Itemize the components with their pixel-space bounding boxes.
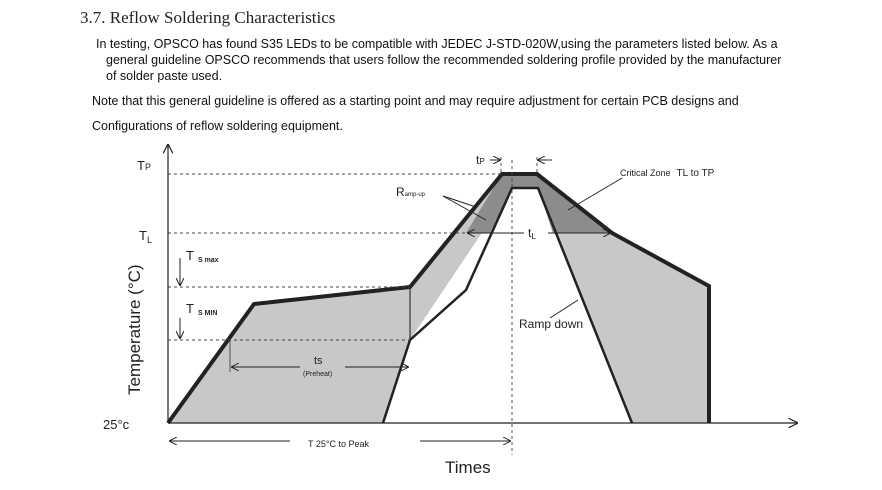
intro-line-1: In testing, OPSCO has found S35 LEDs to be compatible with JEDEC J-STD-020W,using the parameters listed below. As a	[96, 37, 778, 51]
t25-to-peak-label: T 25°C to Peak	[308, 439, 369, 449]
ts-min-label: T S MIN	[186, 301, 218, 317]
ramp-down-label: Ramp down	[519, 317, 584, 331]
ramp-down-pointer	[550, 300, 578, 318]
critical-zone-label: Critical Zone TL to TP	[620, 168, 715, 179]
section-heading: 3.7. Reflow Soldering Characteristics	[80, 8, 336, 27]
intro-line-3: of solder paste used.	[106, 69, 223, 83]
note-paragraph: Note that this general guideline is offered as a starting point and may require adjustment for certain PCB designs and	[92, 94, 739, 108]
tp-time-label: tP	[476, 153, 485, 167]
tl-time-label: tL	[528, 226, 536, 241]
profile-window-area	[168, 174, 709, 423]
tp-label: TP	[137, 158, 151, 173]
t25-label: 25°c	[103, 417, 130, 432]
critical-zone-area	[466, 174, 612, 233]
intro-line-2: general guideline OPSCO recommends that users follow the recommended soldering profile provided by the manufacturer	[106, 53, 782, 67]
tl-label: $T_L$	[139, 228, 152, 245]
ts-label: ts	[314, 355, 323, 367]
critical-zone-pointer	[568, 178, 622, 210]
ts-max-label: T S max	[186, 248, 219, 264]
y-axis-label: Temperature (°C)	[125, 264, 144, 395]
x-axis-label: Times	[445, 458, 491, 477]
ramp-up-label: Ramp-up	[396, 185, 426, 199]
note-paragraph-continued: Configurations of reflow soldering equipment.	[92, 119, 343, 133]
ts-preheat-label: (Preheat)	[303, 371, 333, 378]
